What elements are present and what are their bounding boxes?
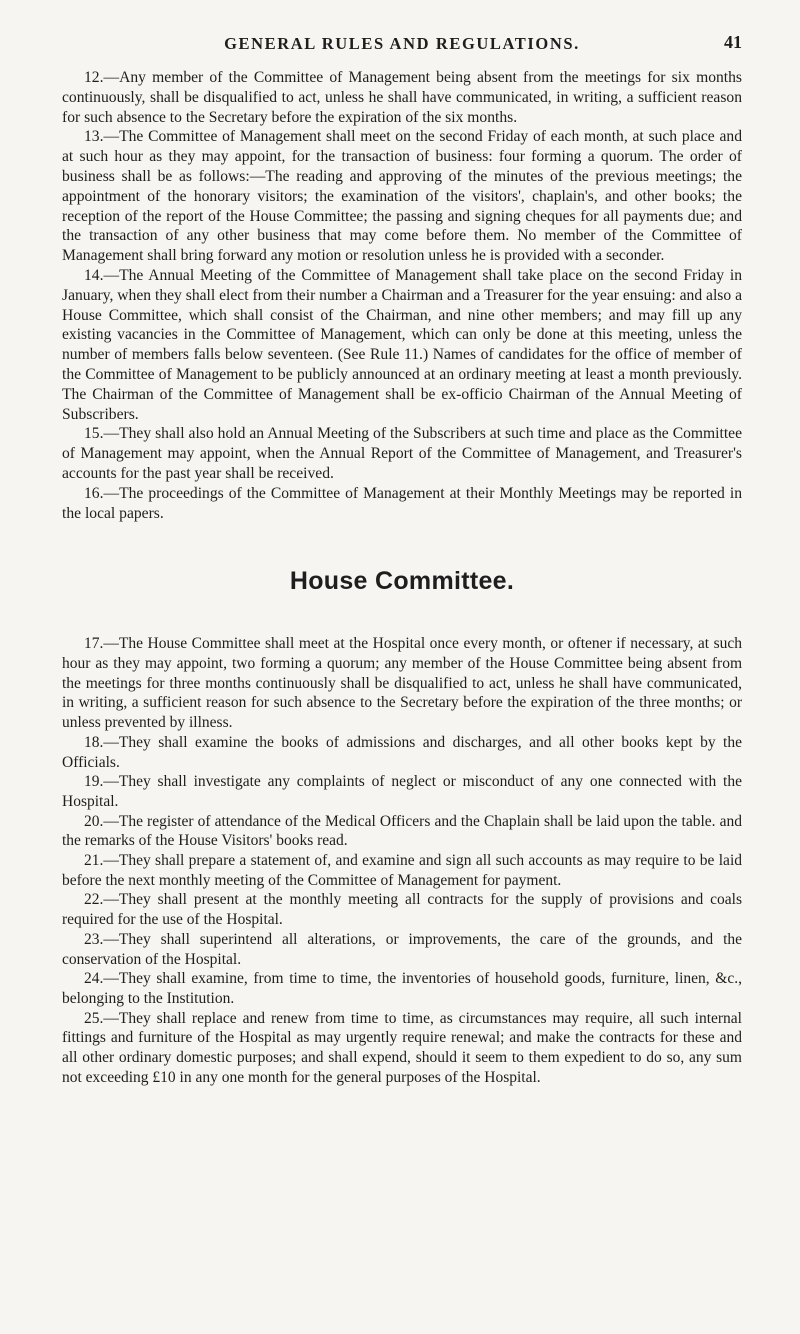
running-title: GENERAL RULES AND REGULATIONS. — [224, 34, 580, 53]
rule-19: 19.—They shall investigate any complaints of neglect or misconduct of any one connected with the Hospital. — [62, 773, 742, 810]
rule-21: 21.—They shall prepare a statement of, and examine and sign all such accounts as may require to be laid before the next monthly meeting of the Committee of Management for payment. — [62, 852, 742, 889]
rule-18: 18.—They shall examine the books of admissions and discharges, and all other books kept by the Officials. — [62, 733, 742, 771]
page-number: 41 — [724, 32, 742, 52]
running-head — [62, 32, 742, 68]
rule-15: 15.—They shall also hold an Annual Meeting of the Subscribers at such time and place as the Committee of Management may appoint, when the Annual Report of the Committee of Management, and Treasurer's accounts for the past year shall be received. — [62, 425, 742, 482]
rule-16: 16.—The proceedings of the Committee of Management at their Monthly Meetings may be reported in the local papers. — [62, 484, 742, 522]
rule-12: 12.—Any member of the Committee of Management being absent from the meetings for six months continuously, shall be disqualified to act, unless he shall have communicated, in writing, a sufficient reason for such absence to the Secretary before the expiration of the six months. — [62, 69, 742, 126]
rule-25: 25.—They shall replace and renew from time to time, as circumstances may require, all such internal fittings and furniture of the Hospital as may urgently require renewal; and make the contracts for these and all other ordinary domestic purposes; and shall expend, should it seem to them expedient to do so, any sum not exceeding £10 in any one month for the general purposes of the Hospital. — [62, 1009, 742, 1086]
committee-of-management-rules — [62, 68, 742, 523]
rule-13: 13.—The Committee of Management shall meet on the second Friday of each month, at such place and at such hour as they may appoint, for the transaction of business: four forming a quorum. The order of business shall be as follows:—The reading and approving of the minutes of the previous meetings; the appointment of the honorary visitors; the examination of the visitors', chaplain's, and other books; the reception of the report of the House Committee; the passing and signing cheques for all payments due; and the transaction of any other business that may come before them. No member of the Committee of Management shall bring forward any motion or resolution unless he is provided with a seconder. — [62, 128, 742, 265]
rule-24: 24.—They shall examine, from time to time, the inventories of household goods, furniture, linen, &c., belonging to the Institution. — [62, 970, 742, 1007]
rule-20: 20.—The register of attendance of the Medical Officers and the Chaplain shall be laid upon the table. and the remarks of the House Visitors' books read. — [62, 812, 742, 850]
house-committee-rules — [62, 634, 742, 1087]
rule-23: 23.—They shall superintend all alterations, or improvements, the care of the grounds, and the conservation of the Hospital. — [62, 930, 742, 968]
rule-17: 17.—The House Committee shall meet at the Hospital once every month, or oftener if necessary, at such hour as they may appoint, two forming a quorum; any member of the House Committee being absent from the meetings for three months continuously shall be disqualified to act, unless he shall have communicated, in writing, a sufficient reason for such absence to the Secretary before the expiration of the three months; or unless prevented by illness. — [62, 635, 742, 732]
rule-14: 14.—The Annual Meeting of the Committee of Management shall take place on the second Friday in January, when they shall elect from their number a Chairman and a Treasurer for the year ensuing: and also a House Committee, which shall consist of the Chairman, and nine other members; and may fill up any existing vacancies in the Committee of Management, which can only be done at this meeting, unless the number of members falls below seventeen. (See Rule 11.) Names of candidates for the office of member of the Committee of Management to be publicly announced at an ordinary meeting at least a month previously. The Chairman of the Committee of Management shall be ex-officio Chairman of the Annual Meeting of Subscribers. — [62, 266, 742, 423]
section-heading-house-committee: House Committee. — [289, 567, 515, 596]
rule-22: 22.—They shall present at the monthly meeting all contracts for the supply of provisions and coals required for the use of the Hospital. — [62, 891, 742, 929]
